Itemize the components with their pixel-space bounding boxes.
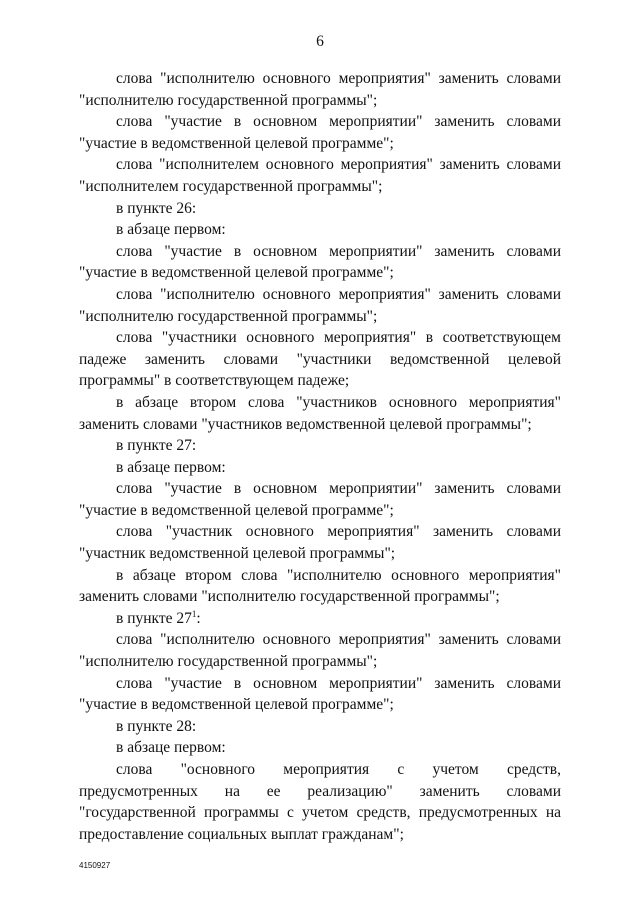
paragraph: в пункте 27: (116, 437, 197, 455)
paragraph: слова "исполнителю основного мероприятия" заменить словами "исполнителю государственной программы"; (79, 285, 561, 325)
clause-27-1-heading (79, 608, 561, 630)
clause-superscript: 1 (191, 608, 197, 619)
document-code: 4150927 (79, 861, 111, 870)
paragraph: слова "исполнителю основного мероприятия" заменить словами "исполнителю государственной программы"; (79, 631, 561, 671)
page-number: 6 (316, 33, 324, 50)
paragraph: слова "участие в основном мероприятии" заменить словами "участие в ведомственной целевой программе"; (79, 113, 561, 152)
paragraph: в пункте 28: (116, 717, 197, 735)
paragraph: в абзаце первом: (116, 221, 226, 239)
paragraph: слова "участник основного мероприятия" заменить словами "участник ведомственной целевой программы"; (79, 523, 561, 563)
paragraph: в абзаце втором слова "исполнителю основного мероприятия" заменить словами "исполнителю государственной программы"; (79, 566, 561, 606)
paragraph: слова "основного мероприятия с учетом средств, предусмотренных на ее реализацию" заменить словами "государственной программы с учетом средств, предусмотренных на предоставление социальных выплат гражданам"; (79, 761, 561, 843)
paragraph: слова "исполнителем основного мероприятия" заменить словами "исполнителем государственной программы"; (79, 156, 561, 195)
paragraph: в абзаце втором слова "участников основного мероприятия" заменить словами "участников ведомственной целевой программы"; (79, 393, 561, 433)
paragraph: слова "участие в основном мероприятии" заменить словами "участие в ведомственной целевой программе"; (79, 674, 561, 714)
document-body (79, 68, 561, 845)
paragraph: слова "участие в основном мероприятии" заменить словами "участие в ведомственной целевой программе"; (79, 242, 561, 282)
paragraph: в абзаце первом: (116, 739, 226, 757)
clause-prefix: в пункте 27 (116, 609, 192, 627)
paragraph: слова "участие в основном мероприятии" заменить словами "участие в ведомственной целевой программе"; (79, 480, 561, 519)
paragraph: в пункте 26: (116, 199, 197, 217)
clause-suffix: : (196, 609, 201, 627)
paragraph: слова "участники основного мероприятия" в соответствующем падеже заменить словами "участники ведомственной целевой программы" в соответствующем падеже; (79, 329, 561, 390)
paragraph: в абзаце первом: (116, 458, 226, 476)
paragraph: слова "исполнителю основного мероприятия" заменить словами "исполнителю государственной программы"; (79, 70, 561, 109)
